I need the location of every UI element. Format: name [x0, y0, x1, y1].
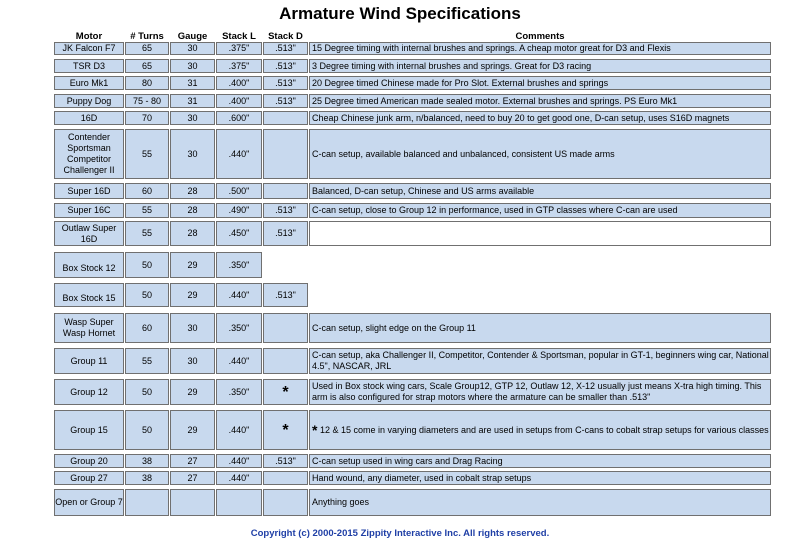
- stack-d-cell: .513": [263, 94, 308, 108]
- gauge-cell: 31: [170, 76, 215, 90]
- header-gauge: Gauge: [177, 31, 208, 42]
- stack-d-cell: [263, 471, 308, 485]
- header-motor: Motor: [75, 31, 103, 42]
- motor-cell: Super 16C: [54, 203, 124, 218]
- turns-cell: [125, 489, 169, 516]
- comments-cell: [309, 221, 771, 246]
- gauge-cell: 30: [170, 129, 215, 179]
- header-stack-d: Stack D: [268, 31, 303, 42]
- stack-l-cell: .500": [216, 183, 262, 199]
- header-comments: Comments: [515, 31, 565, 42]
- comments-cell: C-can setup used in wing cars and Drag Racing: [309, 454, 771, 468]
- header-turns: # Turns: [130, 31, 164, 42]
- stack-d-asterisk: *: [263, 410, 308, 450]
- gauge-cell: 30: [170, 313, 215, 343]
- turns-cell: 55: [125, 129, 169, 179]
- page-title: Armature Wind Specifications: [279, 4, 521, 23]
- comments-text: [312, 421, 769, 438]
- turns-cell: 50: [125, 252, 169, 278]
- motor-cell: Open or Group 7: [54, 489, 124, 516]
- gauge-cell: 31: [170, 94, 215, 108]
- turns-cell: 38: [125, 471, 169, 485]
- turns-cell: 55: [125, 221, 169, 246]
- comments-cell: C-can setup, slight edge on the Group 11: [309, 313, 771, 343]
- motor-cell: Contender Sportsman Competitor Challenger II: [54, 129, 124, 179]
- comments-cell: C-can setup, close to Group 12 in performance, used in GTP classes where C-can are used: [309, 203, 771, 218]
- turns-cell: 50: [125, 379, 169, 405]
- stack-d-cell: .513": [263, 59, 308, 73]
- stack-l-cell: .375": [216, 42, 262, 55]
- stack-l-cell: .350": [216, 252, 262, 278]
- gauge-cell: [170, 489, 215, 516]
- stack-d-cell: [263, 489, 308, 516]
- stack-d-cell: [263, 183, 308, 199]
- stack-l-cell: .450": [216, 221, 262, 246]
- motor-cell: Group 15: [54, 410, 124, 450]
- comments-cell: 25 Degree timed American made sealed motor. External brushes and springs. PS Euro Mk1: [309, 94, 771, 108]
- stack-d-cell: .513": [263, 203, 308, 218]
- gauge-cell: 30: [170, 348, 215, 374]
- turns-cell: 55: [125, 203, 169, 218]
- comments-cell: 3 Degree timing with internal brushes and springs. Great for D3 racing: [309, 59, 771, 73]
- motor-cell: Group 20: [54, 454, 124, 468]
- comment-asterisk: *: [312, 421, 318, 438]
- motor-cell: 16D: [54, 111, 124, 125]
- gauge-cell: 29: [170, 283, 215, 307]
- stack-l-cell: .440": [216, 410, 262, 450]
- turns-cell: 60: [125, 313, 169, 343]
- stack-d-cell: .513": [263, 221, 308, 246]
- motor-cell: Group 11: [54, 348, 124, 374]
- gauge-cell: 29: [170, 252, 215, 278]
- gauge-cell: 27: [170, 454, 215, 468]
- motor-cell: Box Stock 15: [54, 283, 124, 307]
- gauge-cell: 29: [170, 410, 215, 450]
- stack-l-cell: .440": [216, 471, 262, 485]
- turns-cell: 65: [125, 59, 169, 73]
- gauge-cell: 30: [170, 111, 215, 125]
- turns-cell: 80: [125, 76, 169, 90]
- motor-cell: Puppy Dog: [54, 94, 124, 108]
- motor-cell: Box Stock 12: [54, 252, 124, 278]
- gauge-cell: 29: [170, 379, 215, 405]
- comments-cell: 15 Degree timing with internal brushes and springs. A cheap motor great for D3 and Flexis: [309, 42, 771, 55]
- turns-cell: 38: [125, 454, 169, 468]
- stack-d-cell: [263, 313, 308, 343]
- gauge-cell: 28: [170, 183, 215, 199]
- stack-l-cell: .490": [216, 203, 262, 218]
- stack-l-cell: .400": [216, 94, 262, 108]
- gauge-cell: 27: [170, 471, 215, 485]
- comments-cell: [309, 410, 771, 450]
- stack-d-cell: [263, 111, 308, 125]
- stack-l-cell: .440": [216, 454, 262, 468]
- motor-cell: Group 27: [54, 471, 124, 485]
- stack-l-cell: .440": [216, 348, 262, 374]
- motor-cell: TSR D3: [54, 59, 124, 73]
- comments-cell: Balanced, D-can setup, Chinese and US arms available: [309, 183, 771, 199]
- stack-l-cell: .400": [216, 76, 262, 90]
- stack-d-asterisk: *: [263, 379, 308, 405]
- turns-cell: 50: [125, 410, 169, 450]
- stack-d-cell: [263, 348, 308, 374]
- comment-body: 12 & 15 come in varying diameters and are used in setups from C-cans to cobalt strap setups for various classes: [317, 424, 769, 435]
- gauge-cell: 28: [170, 221, 215, 246]
- turns-cell: 75 - 80: [125, 94, 169, 108]
- stack-d-cell: .513": [263, 42, 308, 55]
- stack-l-cell: .440": [216, 129, 262, 179]
- stack-d-cell: .513": [263, 76, 308, 90]
- stack-l-cell: .375": [216, 59, 262, 73]
- turns-cell: 60: [125, 183, 169, 199]
- stack-l-cell: .350": [216, 313, 262, 343]
- stack-l-cell: .600": [216, 111, 262, 125]
- gauge-cell: 30: [170, 42, 215, 55]
- header-stack-l: Stack L: [222, 31, 256, 42]
- motor-cell: JK Falcon F7: [54, 42, 124, 55]
- motor-cell: Euro Mk1: [54, 76, 124, 90]
- comments-cell: 20 Degree timed Chinese made for Pro Slot. External brushes and springs: [309, 76, 771, 90]
- stack-d-cell: [263, 129, 308, 179]
- comments-cell: Used in Box stock wing cars, Scale Group12, GTP 12, Outlaw 12, X-12 usually just means X-tra high timing. This arm is also configured for strap motors where the armature can be smaller than .513": [309, 379, 771, 405]
- turns-cell: 55: [125, 348, 169, 374]
- gauge-cell: 28: [170, 203, 215, 218]
- motor-cell: Super 16D: [54, 183, 124, 199]
- stack-d-cell: .513": [263, 283, 308, 307]
- copyright-footer: Copyright (c) 2000-2015 Zippity Interactive Inc. All rights reserved.: [250, 528, 550, 539]
- turns-cell: 65: [125, 42, 169, 55]
- motor-cell: Wasp Super Wasp Hornet: [54, 313, 124, 343]
- turns-cell: 70: [125, 111, 169, 125]
- motor-cell: Group 12: [54, 379, 124, 405]
- comments-cell: Anything goes: [309, 489, 771, 516]
- comments-cell: Hand wound, any diameter, used in cobalt strap setups: [309, 471, 771, 485]
- motor-cell: Outlaw Super 16D: [54, 221, 124, 246]
- comments-cell: C-can setup, available balanced and unbalanced, consistent US made arms: [309, 129, 771, 179]
- gauge-cell: 30: [170, 59, 215, 73]
- stack-l-cell: .440": [216, 283, 262, 307]
- stack-d-cell: .513": [263, 454, 308, 468]
- stack-l-cell: .350": [216, 379, 262, 405]
- comments-cell: C-can setup, aka Challenger II, Competitor, Contender & Sportsman, popular in GT-1, beginners wing car, National 4.5", NASCAR, JRL: [309, 348, 771, 374]
- comments-cell: Cheap Chinese junk arm, n/balanced, need to buy 20 to get good one, D-can setup, uses S16D magnets: [309, 111, 771, 125]
- stack-l-cell: [216, 489, 262, 516]
- turns-cell: 50: [125, 283, 169, 307]
